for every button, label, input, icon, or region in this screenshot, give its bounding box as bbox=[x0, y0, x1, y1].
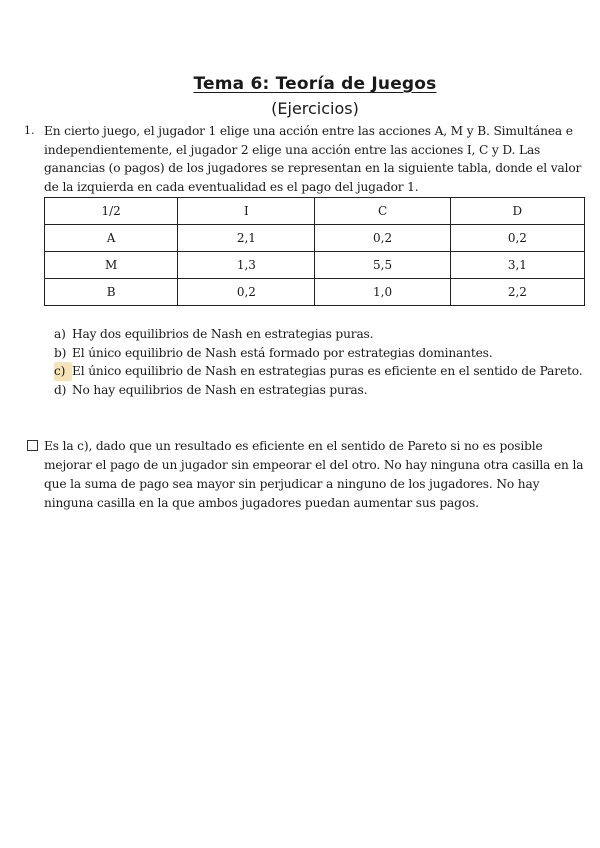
option-text: El único equilibrio de Nash está formado por estrategias dominantes. bbox=[72, 345, 493, 360]
option-letter: a) bbox=[54, 327, 66, 341]
question-text: En cierto juego, el jugador 1 elige una acción entre las acciones A, M y B. Simultánea e independientemente, el jugador 2 elige una acción entre las acciones I, C y D. Las ganancias (o pagos) de los jugadores se representan en la siguiente tabla, donde el valor de la izquierda en cada eventualidad es el pago del jugador 1. bbox=[44, 124, 582, 194]
answer-text: Es la c), dado que un resultado es eficiente en el sentido de Pareto si no es posible mejorar el pago de un jugador sin empeorar el del otro. No hay ninguna otra casilla en la que la suma de pago sea mayor sin perjudicar a ninguno de los jugadores. No hay ninguna casilla en la que ambos jugadores puedan aumentar sus pagos. bbox=[44, 439, 584, 510]
table-row-label: M bbox=[45, 252, 178, 279]
checkbox-icon bbox=[27, 440, 38, 451]
table-cell: 0,2 bbox=[178, 279, 315, 306]
table-row bbox=[45, 225, 585, 252]
option-letter: d) bbox=[54, 382, 67, 397]
answer-block bbox=[27, 437, 587, 513]
table-cell: 1,0 bbox=[315, 279, 450, 306]
table-cell: 2,2 bbox=[450, 279, 584, 306]
table-cell: 2,1 bbox=[178, 225, 315, 252]
option-d bbox=[54, 381, 584, 400]
option-b bbox=[54, 344, 584, 363]
table-header-cell: 1/2 bbox=[45, 198, 178, 225]
option-letter: b) bbox=[54, 345, 67, 360]
table-cell: 0,2 bbox=[450, 225, 584, 252]
table-row-label: A bbox=[45, 225, 178, 252]
table-header-row bbox=[45, 198, 585, 225]
table-row bbox=[45, 252, 585, 279]
table-cell: 1,3 bbox=[178, 252, 315, 279]
option-text: Hay dos equilibrios de Nash en estrategias puras. bbox=[72, 327, 374, 341]
option-c bbox=[54, 362, 584, 381]
page-title: Tema 6: Teoría de Juegos bbox=[193, 74, 437, 94]
table-row bbox=[45, 279, 585, 306]
option-a bbox=[54, 325, 584, 344]
option-text: El único equilibrio de Nash en estrategias puras es eficiente en el sentido de Pareto. bbox=[72, 364, 583, 378]
option-text: No hay equilibrios de Nash en estrategias puras. bbox=[72, 382, 368, 397]
question-number: 1. bbox=[24, 124, 35, 137]
answer-options bbox=[54, 325, 584, 399]
table-cell: 0,2 bbox=[315, 225, 450, 252]
table-cell: 5,5 bbox=[315, 252, 450, 279]
table-header-cell: D bbox=[450, 198, 584, 225]
page-subtitle: (Ejercicios) bbox=[271, 99, 359, 118]
table-header-cell: I bbox=[178, 198, 315, 225]
table-header-cell: C bbox=[315, 198, 450, 225]
table-row-label: B bbox=[45, 279, 178, 306]
option-letter-highlighted: c) bbox=[54, 362, 72, 381]
payoff-table bbox=[44, 197, 585, 306]
table-cell: 3,1 bbox=[450, 252, 584, 279]
